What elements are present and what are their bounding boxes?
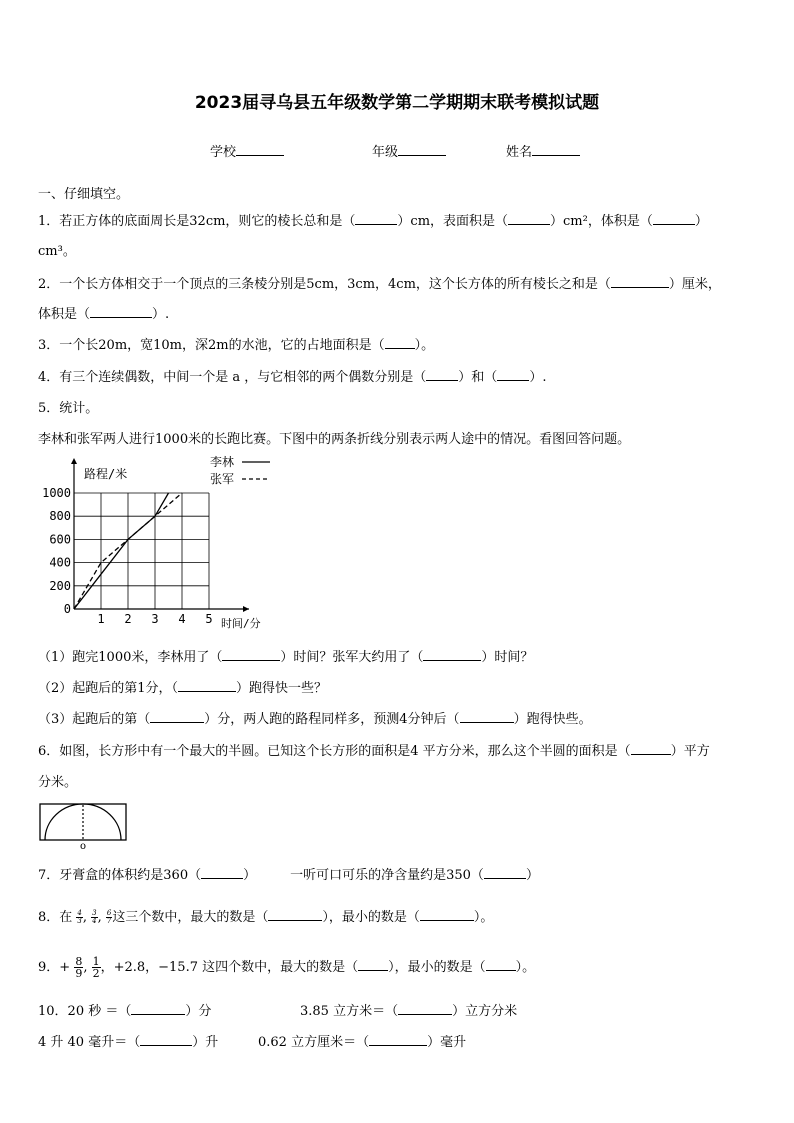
question-3: 3．一个长20m，宽10m，深2m的水池，它的占地面积是（ ）。 [38, 338, 435, 353]
question-1: 1．若正方体的底面周长是32cm，则它的棱长总和是（ ）cm，表面积是（ ）cm²，体积是（ ） [38, 214, 708, 229]
answer-blank[interactable] [423, 649, 481, 661]
question-6-cont: 分米。 [38, 775, 78, 790]
answer-blank[interactable] [420, 909, 474, 921]
y-tick-label: 800 [49, 509, 71, 524]
answer-blank[interactable] [369, 1034, 427, 1046]
x-tick-label: 4 [178, 612, 186, 626]
answer-blank[interactable] [358, 959, 388, 971]
name-field[interactable] [506, 141, 580, 160]
y-tick-label: 1000 [42, 486, 71, 500]
question-5-part-3: （3）起跑后的第（ ）分，两人跑的路程同样多，预测4分钟后（ ）跑得快些。 [38, 712, 592, 727]
x-axis-label: 时间/分 [221, 617, 261, 630]
answer-blank[interactable] [385, 337, 415, 349]
question-5-part-2: （2）起跑后的第1分，（ ）跑得快一些？ [38, 681, 328, 696]
name-blank[interactable] [532, 143, 580, 156]
x-tick-label: 3 [151, 612, 159, 626]
answer-blank[interactable] [631, 743, 671, 755]
legend-label: 张军 [210, 472, 235, 486]
x-tick-label: 1 [97, 612, 105, 626]
question-10-c: 4 升 40 毫升＝（ ）升 [38, 1035, 219, 1050]
chart-labels [42, 454, 270, 630]
center-label: o [80, 841, 87, 850]
question-10-a: 10．20 秒 ＝（ ）分 [38, 1004, 212, 1019]
question-2: 2．一个长方体相交于一个顶点的三条棱分别是5cm，3cm，4cm，这个长方体的所有棱长之和是（ ）厘米， [38, 277, 721, 292]
page-title: 2023届寻乌县五年级数学第二学期期末联考模拟试题 [194, 93, 600, 113]
section-heading: 一、仔细填空。 [38, 187, 130, 202]
x-tick-label: 2 [124, 612, 132, 626]
name-label: 姓名 [506, 145, 533, 160]
answer-blank[interactable] [222, 649, 280, 661]
y-tick-label: 0 [63, 602, 71, 616]
answer-blank[interactable] [178, 680, 236, 692]
answer-blank[interactable] [268, 909, 322, 921]
answer-blank[interactable] [426, 369, 458, 381]
fraction: $\frac{1}{2}$ [92, 955, 100, 980]
y-axis-label: 路程/米 [84, 467, 128, 481]
answer-blank[interactable] [460, 711, 514, 723]
grade-field[interactable] [372, 141, 446, 160]
answer-blank[interactable] [131, 1003, 185, 1015]
question-4: 4．有三个连续偶数，中间一个是 a ，与它相邻的两个偶数分别是（ ）和（ ）. [38, 370, 547, 385]
answer-blank[interactable] [398, 1003, 452, 1015]
grade-label: 年级 [372, 145, 399, 160]
question-1-cont: cm³。 [38, 244, 76, 259]
answer-blank[interactable] [201, 867, 243, 879]
y-tick-label: 400 [49, 555, 71, 570]
answer-blank[interactable] [497, 369, 529, 381]
question-10-b: 3.85 立方米＝（ ）立方分米 [300, 1004, 518, 1019]
fraction: $\frac{4}{3}$ [77, 909, 82, 925]
grade-blank[interactable] [398, 143, 446, 156]
series-line-1 [74, 493, 169, 609]
distance-time-chart [34, 452, 284, 632]
answer-blank[interactable] [611, 276, 669, 288]
legend-label: 李林 [210, 455, 235, 469]
school-blank[interactable] [236, 143, 284, 156]
y-tick-label: 600 [49, 532, 71, 547]
fraction: $\frac{8}{9}$ [75, 955, 83, 980]
x-axis-arrow [243, 606, 249, 612]
answer-blank[interactable] [90, 306, 152, 318]
y-axis-arrow [71, 458, 77, 464]
answer-blank[interactable] [150, 711, 204, 723]
question-9: 9．+ $\frac{8}{9}$ , $\frac{1}{2}$ ，+2.8，−15.7 这四个数中，最大的数是（ ），最小的数是（ ）。 [38, 955, 536, 980]
question-5-intro: 李林和张军两人进行1000米的长跑比赛。下图中的两条折线分别表示两人途中的情况。看图回答问题。 [38, 432, 631, 447]
rectangle-semicircle-figure [38, 802, 130, 850]
school-label: 学校 [210, 145, 237, 160]
fraction: $\frac{6}{7}$ [106, 909, 112, 925]
question-8: 8．在 $\frac{4}{3}$ , $\frac{3}{4}$ , $\frac{6}{7}$ 这三个数中，最大的数是（ ），最小的数是（ ）。 [38, 909, 494, 925]
school-field[interactable] [210, 141, 284, 160]
question-6: 6．如图，长方形中有一个最大的半圆。已知这个长方形的面积是4 平方分米，那么这个半圆的面积是（ ）平方 [38, 744, 710, 759]
y-tick-label: 200 [49, 578, 71, 593]
x-tick-label: 5 [205, 612, 213, 626]
answer-blank[interactable] [355, 213, 397, 225]
fraction: $\frac{3}{4}$ [92, 909, 97, 925]
question-2-cont: 体积是（ ）. [38, 307, 170, 322]
chart-grid [74, 493, 209, 609]
question-5-part-1: （1）跑完1000米，李林用了（ ）时间？张军大约用了（ ）时间？ [38, 650, 534, 665]
answer-blank[interactable] [653, 213, 695, 225]
answer-blank[interactable] [486, 959, 516, 971]
answer-blank[interactable] [484, 867, 526, 879]
answer-blank[interactable] [508, 213, 550, 225]
question-5-heading: 5．统计。 [38, 401, 99, 416]
question-7: 7．牙膏盒的体积约是360（ ） 一听可口可乐的净含量约是350（ ） [38, 868, 539, 883]
question-10-d: 0.62 立方厘米＝（ ）毫升 [258, 1035, 467, 1050]
answer-blank[interactable] [140, 1034, 192, 1046]
